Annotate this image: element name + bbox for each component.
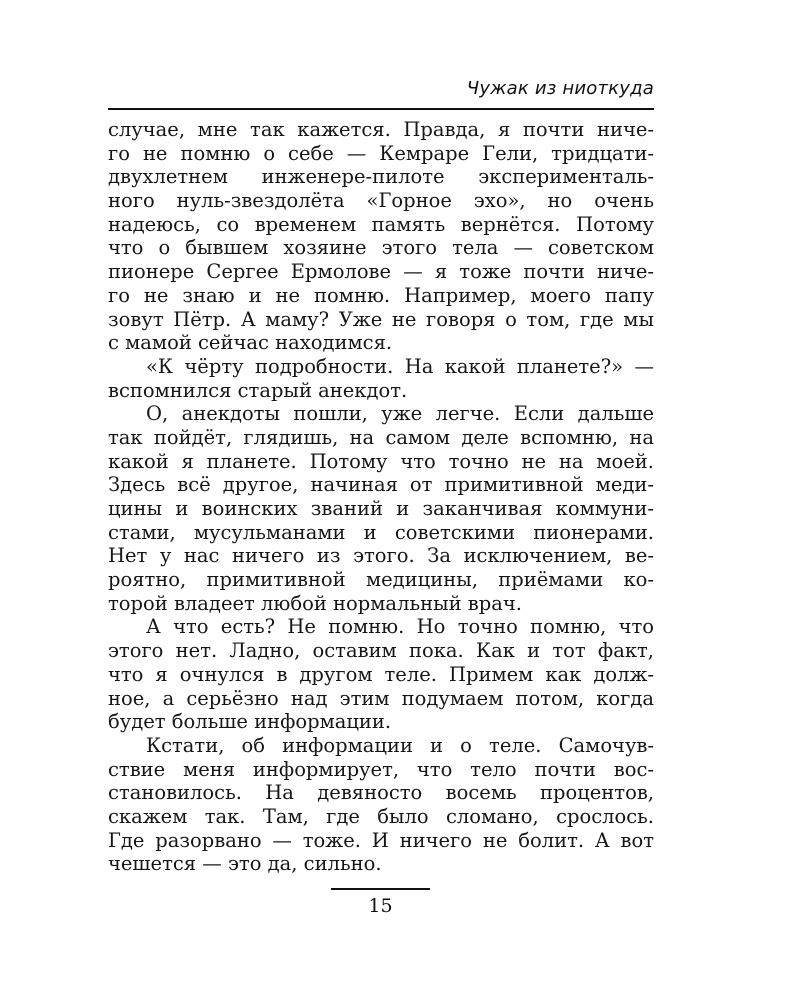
page-number: 15 bbox=[368, 895, 393, 917]
text-line: случае, мне так кажется. Правда, я почти ниче- bbox=[108, 118, 654, 141]
text-line: что о бывшем хозяине этого тела — советском bbox=[108, 236, 654, 260]
text-line: ного нуль-звездолёта «Горное эхо», но очень bbox=[108, 189, 654, 213]
text-line: двухлетнем инженере-пилоте эксперименталь- bbox=[108, 165, 654, 189]
text-line: Нет у нас ничего из этого. За исключением, ве- bbox=[108, 544, 654, 568]
text-line: О, анекдоты пошли, уже легче. Если дальше bbox=[146, 402, 654, 426]
text-line: с мамой сейчас находимся. bbox=[108, 331, 393, 355]
header-rule bbox=[108, 108, 654, 110]
text-line: пионере Сергее Ермолове — я тоже почти ниче- bbox=[108, 260, 654, 284]
body-text bbox=[108, 118, 654, 876]
running-head-title: Чужак из ниоткуда bbox=[466, 78, 654, 99]
text-line: торой владеет любой нормальный врач. bbox=[108, 591, 522, 615]
text-line: чешется — это да, сильно. bbox=[108, 852, 382, 876]
text-line: скажем так. Там, где было сломано, срослось. bbox=[108, 804, 654, 828]
text-line: становилось. На девяносто восемь процентов, bbox=[108, 781, 654, 805]
text-line: го не помню о себе — Кемраре Гели, тридцати- bbox=[108, 141, 654, 165]
text-line: ствие меня информирует, что тело почти вос- bbox=[108, 757, 654, 781]
text-line: стами, мусульманами и советскими пионерами. bbox=[108, 520, 654, 544]
text-line: «К чёрту подробности. На какой планете?» — bbox=[146, 354, 654, 378]
text-line: вспомнился старый анекдот. bbox=[108, 378, 408, 402]
text-line: какой я планете. Потому что точно не на моей. bbox=[108, 449, 654, 473]
text-line: надеюсь, со временем память вернётся. Потому bbox=[108, 212, 654, 236]
text-line: так пойдёт, глядишь, на самом деле вспомню, на bbox=[108, 425, 654, 449]
text-line: этого нет. Ладно, оставим пока. Как и тот факт, bbox=[108, 639, 654, 663]
text-line: роятно, примитивной медицины, приёмами ко- bbox=[108, 568, 654, 592]
text-line: А что есть? Не помню. Но точно помню, что bbox=[146, 615, 654, 639]
text-line: цины и воинских званий и заканчивая коммуни- bbox=[108, 497, 654, 520]
footer-rule bbox=[331, 888, 430, 890]
text-line: Здесь всё другое, начиная от примитивной меди- bbox=[108, 473, 654, 497]
text-line: будет больше информации. bbox=[108, 710, 392, 734]
text-line: Где разорвано — тоже. И ничего не болит. А вот bbox=[108, 828, 654, 852]
text-line: ное, а серьёзно над этим подумаем потом, когда bbox=[108, 686, 654, 710]
text-line: что я очнулся в другом теле. Примем как долж- bbox=[108, 662, 654, 686]
text-line: го не знаю и не помню. Например, моего папу bbox=[108, 283, 654, 307]
text-line: зовут Пётр. А маму? Уже не говоря о том, где мы bbox=[108, 307, 654, 331]
text-line: Кстати, об информации и о теле. Самочув- bbox=[146, 733, 654, 757]
